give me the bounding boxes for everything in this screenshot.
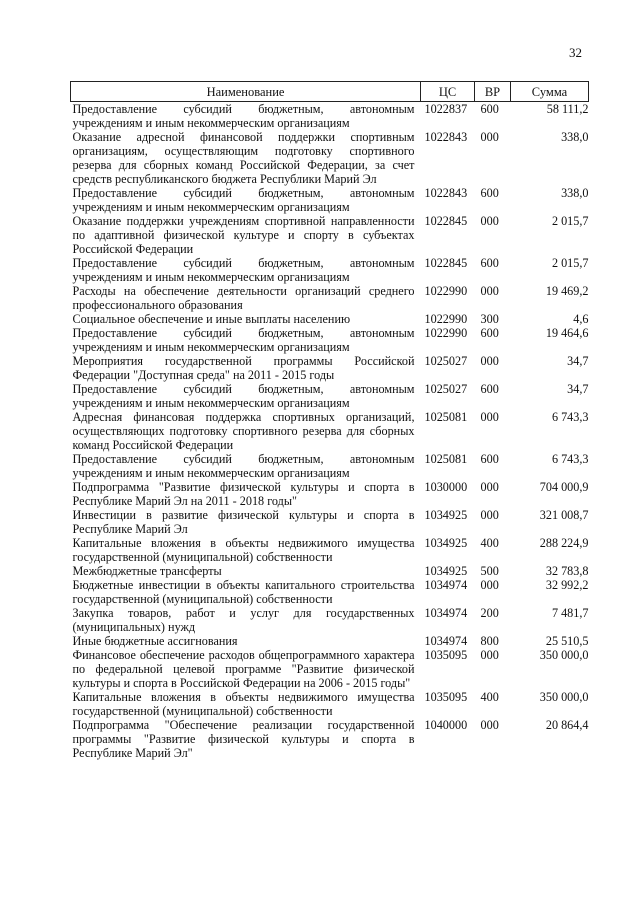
- cell-name: Финансовое обеспечение расходов общепрограммного характера по федеральной целевой программе "Развитие физической культуры и спорта в Российской Федерации на 2006 - 2015 годы": [72, 648, 415, 690]
- table-row: [71, 256, 589, 284]
- cell-cs: 1022845: [424, 214, 468, 228]
- table-row: [71, 536, 589, 564]
- cell-name: Социальное обеспечение и иные выплаты населению: [72, 312, 351, 326]
- cell-sum: 2 015,7: [551, 214, 589, 228]
- cell-name: Предоставление субсидий бюджетным, автономным учреждениям и иным некоммерческим организациям: [72, 326, 415, 354]
- table-row: [71, 452, 589, 480]
- cell-name: Предоставление субсидий бюджетным, автономным учреждениям и иным некоммерческим организациям: [72, 452, 415, 480]
- header-cs: ЦС: [421, 82, 475, 102]
- cell-vr: 200: [480, 606, 499, 620]
- cell-vr: 600: [480, 102, 499, 116]
- cell-name: Оказание поддержки учреждениям спортивной направленности по адаптивной физической культуре и спорту в субъектах Российской Федерации: [72, 214, 415, 256]
- cell-cs: 1034925: [424, 508, 468, 522]
- cell-name: Закупка товаров, работ и услуг для государственных (муниципальных) нужд: [72, 606, 415, 634]
- cell-vr: 000: [480, 648, 499, 662]
- table-row: [71, 186, 589, 214]
- cell-cs: 1034974: [424, 578, 468, 592]
- table-row: [71, 564, 589, 578]
- table-header-row: [71, 82, 589, 102]
- cell-sum: 338,0: [561, 130, 589, 144]
- table-row: [71, 382, 589, 410]
- cell-cs: 1022843: [424, 130, 468, 144]
- cell-name: Предоставление субсидий бюджетным, автономным учреждениям и иным некоммерческим организациям: [72, 382, 415, 410]
- table-row: [71, 284, 589, 312]
- table-row: [71, 214, 589, 256]
- cell-cs: 1034925: [424, 536, 468, 550]
- table-row: [71, 578, 589, 606]
- cell-name: Предоставление субсидий бюджетным, автономным учреждениям и иным некоммерческим организациям: [72, 186, 415, 214]
- cell-cs: 1022845: [424, 256, 468, 270]
- cell-sum: 58 111,2: [546, 102, 589, 116]
- table-row: [71, 410, 589, 452]
- cell-vr: 400: [480, 690, 499, 704]
- cell-cs: 1022837: [424, 102, 468, 116]
- cell-sum: 32 992,2: [545, 578, 589, 592]
- cell-sum: 7 481,7: [551, 606, 589, 620]
- cell-sum: 25 510,5: [545, 634, 589, 648]
- cell-cs: 1035095: [424, 690, 468, 704]
- cell-name: Подпрограмма "Обеспечение реализации государственной программы "Развитие физической культуры и спорта в Республике Марий Эл": [72, 718, 415, 760]
- cell-sum: 4,6: [573, 312, 589, 326]
- cell-sum: 34,7: [567, 354, 589, 368]
- cell-sum: 19 464,6: [545, 326, 589, 340]
- cell-name: Бюджетные инвестиции в объекты капитального строительства государственной (муниципальной) собственности: [72, 578, 415, 606]
- cell-name: Капитальные вложения в объекты недвижимого имущества государственной (муниципальной) собственности: [72, 536, 415, 564]
- cell-cs: 1022843: [424, 186, 468, 200]
- cell-sum: 321 008,7: [539, 508, 589, 522]
- cell-sum: 6 743,3: [551, 410, 589, 424]
- cell-name: Инвестиции в развитие физической культуры и спорта в Республике Марий Эл: [72, 508, 415, 536]
- cell-vr: 000: [480, 578, 499, 592]
- cell-vr: 400: [480, 536, 499, 550]
- table-row: [71, 508, 589, 536]
- cell-sum: 20 864,4: [545, 718, 589, 732]
- cell-name: Капитальные вложения в объекты недвижимого имущества государственной (муниципальной) собственности: [72, 690, 415, 718]
- cell-cs: 1022990: [424, 326, 468, 340]
- cell-vr: 000: [480, 284, 499, 298]
- cell-vr: 300: [480, 312, 499, 326]
- cell-vr: 000: [480, 354, 499, 368]
- cell-cs: 1040000: [424, 718, 468, 732]
- cell-cs: 1025081: [424, 452, 468, 466]
- cell-sum: 288 224,9: [539, 536, 589, 550]
- header-name: Наименование: [71, 82, 421, 102]
- cell-vr: 000: [480, 480, 499, 494]
- cell-name: Адресная финансовая поддержка спортивных организаций, осуществляющих подготовку спортивного резерва для сборных команд Российской Федерации: [72, 410, 415, 452]
- cell-sum: 2 015,7: [551, 256, 589, 270]
- table-row: [71, 606, 589, 634]
- cell-cs: 1030000: [424, 480, 468, 494]
- table-row: [71, 480, 589, 508]
- cell-name: Мероприятия государственной программы Российской Федерации "Доступная среда" на 2011 - 2015 годы: [72, 354, 415, 382]
- cell-vr: 600: [480, 382, 499, 396]
- cell-vr: 600: [480, 186, 499, 200]
- cell-cs: 1025027: [424, 354, 468, 368]
- cell-sum: 34,7: [567, 382, 589, 396]
- cell-vr: 800: [480, 634, 499, 648]
- table-row: [71, 312, 589, 326]
- cell-name: Оказание адресной финансовой поддержки спортивным организациям, осуществляющим подготовку спортивного резерва для сборных команд Российской Федерации, за счет средств республиканского бюджета Республики Марий Эл: [72, 130, 415, 186]
- cell-vr: 000: [480, 130, 499, 144]
- table-row: [71, 326, 589, 354]
- cell-sum: 19 469,2: [545, 284, 589, 298]
- table-row: [71, 130, 589, 186]
- cell-vr: 000: [480, 410, 499, 424]
- table-row: [71, 690, 589, 718]
- table-row: [71, 102, 589, 131]
- cell-cs: 1034925: [424, 564, 468, 578]
- cell-cs: 1022990: [424, 312, 468, 326]
- header-vr: ВР: [475, 82, 511, 102]
- page-number: 32: [569, 45, 582, 60]
- header-sum: Сумма: [511, 82, 589, 102]
- table-row: [71, 718, 589, 760]
- cell-vr: 600: [480, 452, 499, 466]
- cell-name: Межбюджетные трансферты: [72, 564, 222, 578]
- table-row: [71, 354, 589, 382]
- table-row: [71, 648, 589, 690]
- cell-sum: 350 000,0: [539, 690, 589, 704]
- cell-vr: 000: [480, 718, 499, 732]
- cell-vr: 000: [480, 214, 499, 228]
- cell-cs: 1025081: [424, 410, 468, 424]
- cell-sum: 32 783,8: [545, 564, 589, 578]
- cell-vr: 500: [480, 564, 499, 578]
- cell-name: Подпрограмма "Развитие физической культуры и спорта в Республике Марий Эл на 2011 - 2018 годы": [72, 480, 415, 508]
- cell-name: Иные бюджетные ассигнования: [72, 634, 238, 648]
- cell-vr: 600: [480, 256, 499, 270]
- budget-table: [70, 81, 589, 760]
- cell-vr: 600: [480, 326, 499, 340]
- cell-name: Предоставление субсидий бюджетным, автономным учреждениям и иным некоммерческим организациям: [72, 102, 415, 130]
- cell-sum: 704 000,9: [539, 480, 589, 494]
- cell-cs: 1034974: [424, 634, 468, 648]
- cell-cs: 1034974: [424, 606, 468, 620]
- table-row: [71, 634, 589, 648]
- cell-name: Предоставление субсидий бюджетным, автономным учреждениям и иным некоммерческим организациям: [72, 256, 415, 284]
- cell-sum: 338,0: [561, 186, 589, 200]
- cell-cs: 1022990: [424, 284, 468, 298]
- cell-cs: 1035095: [424, 648, 468, 662]
- cell-vr: 000: [480, 508, 499, 522]
- cell-sum: 350 000,0: [539, 648, 589, 662]
- cell-sum: 6 743,3: [551, 452, 589, 466]
- cell-cs: 1025027: [424, 382, 468, 396]
- cell-name: Расходы на обеспечение деятельности организаций среднего профессионального образования: [72, 284, 415, 312]
